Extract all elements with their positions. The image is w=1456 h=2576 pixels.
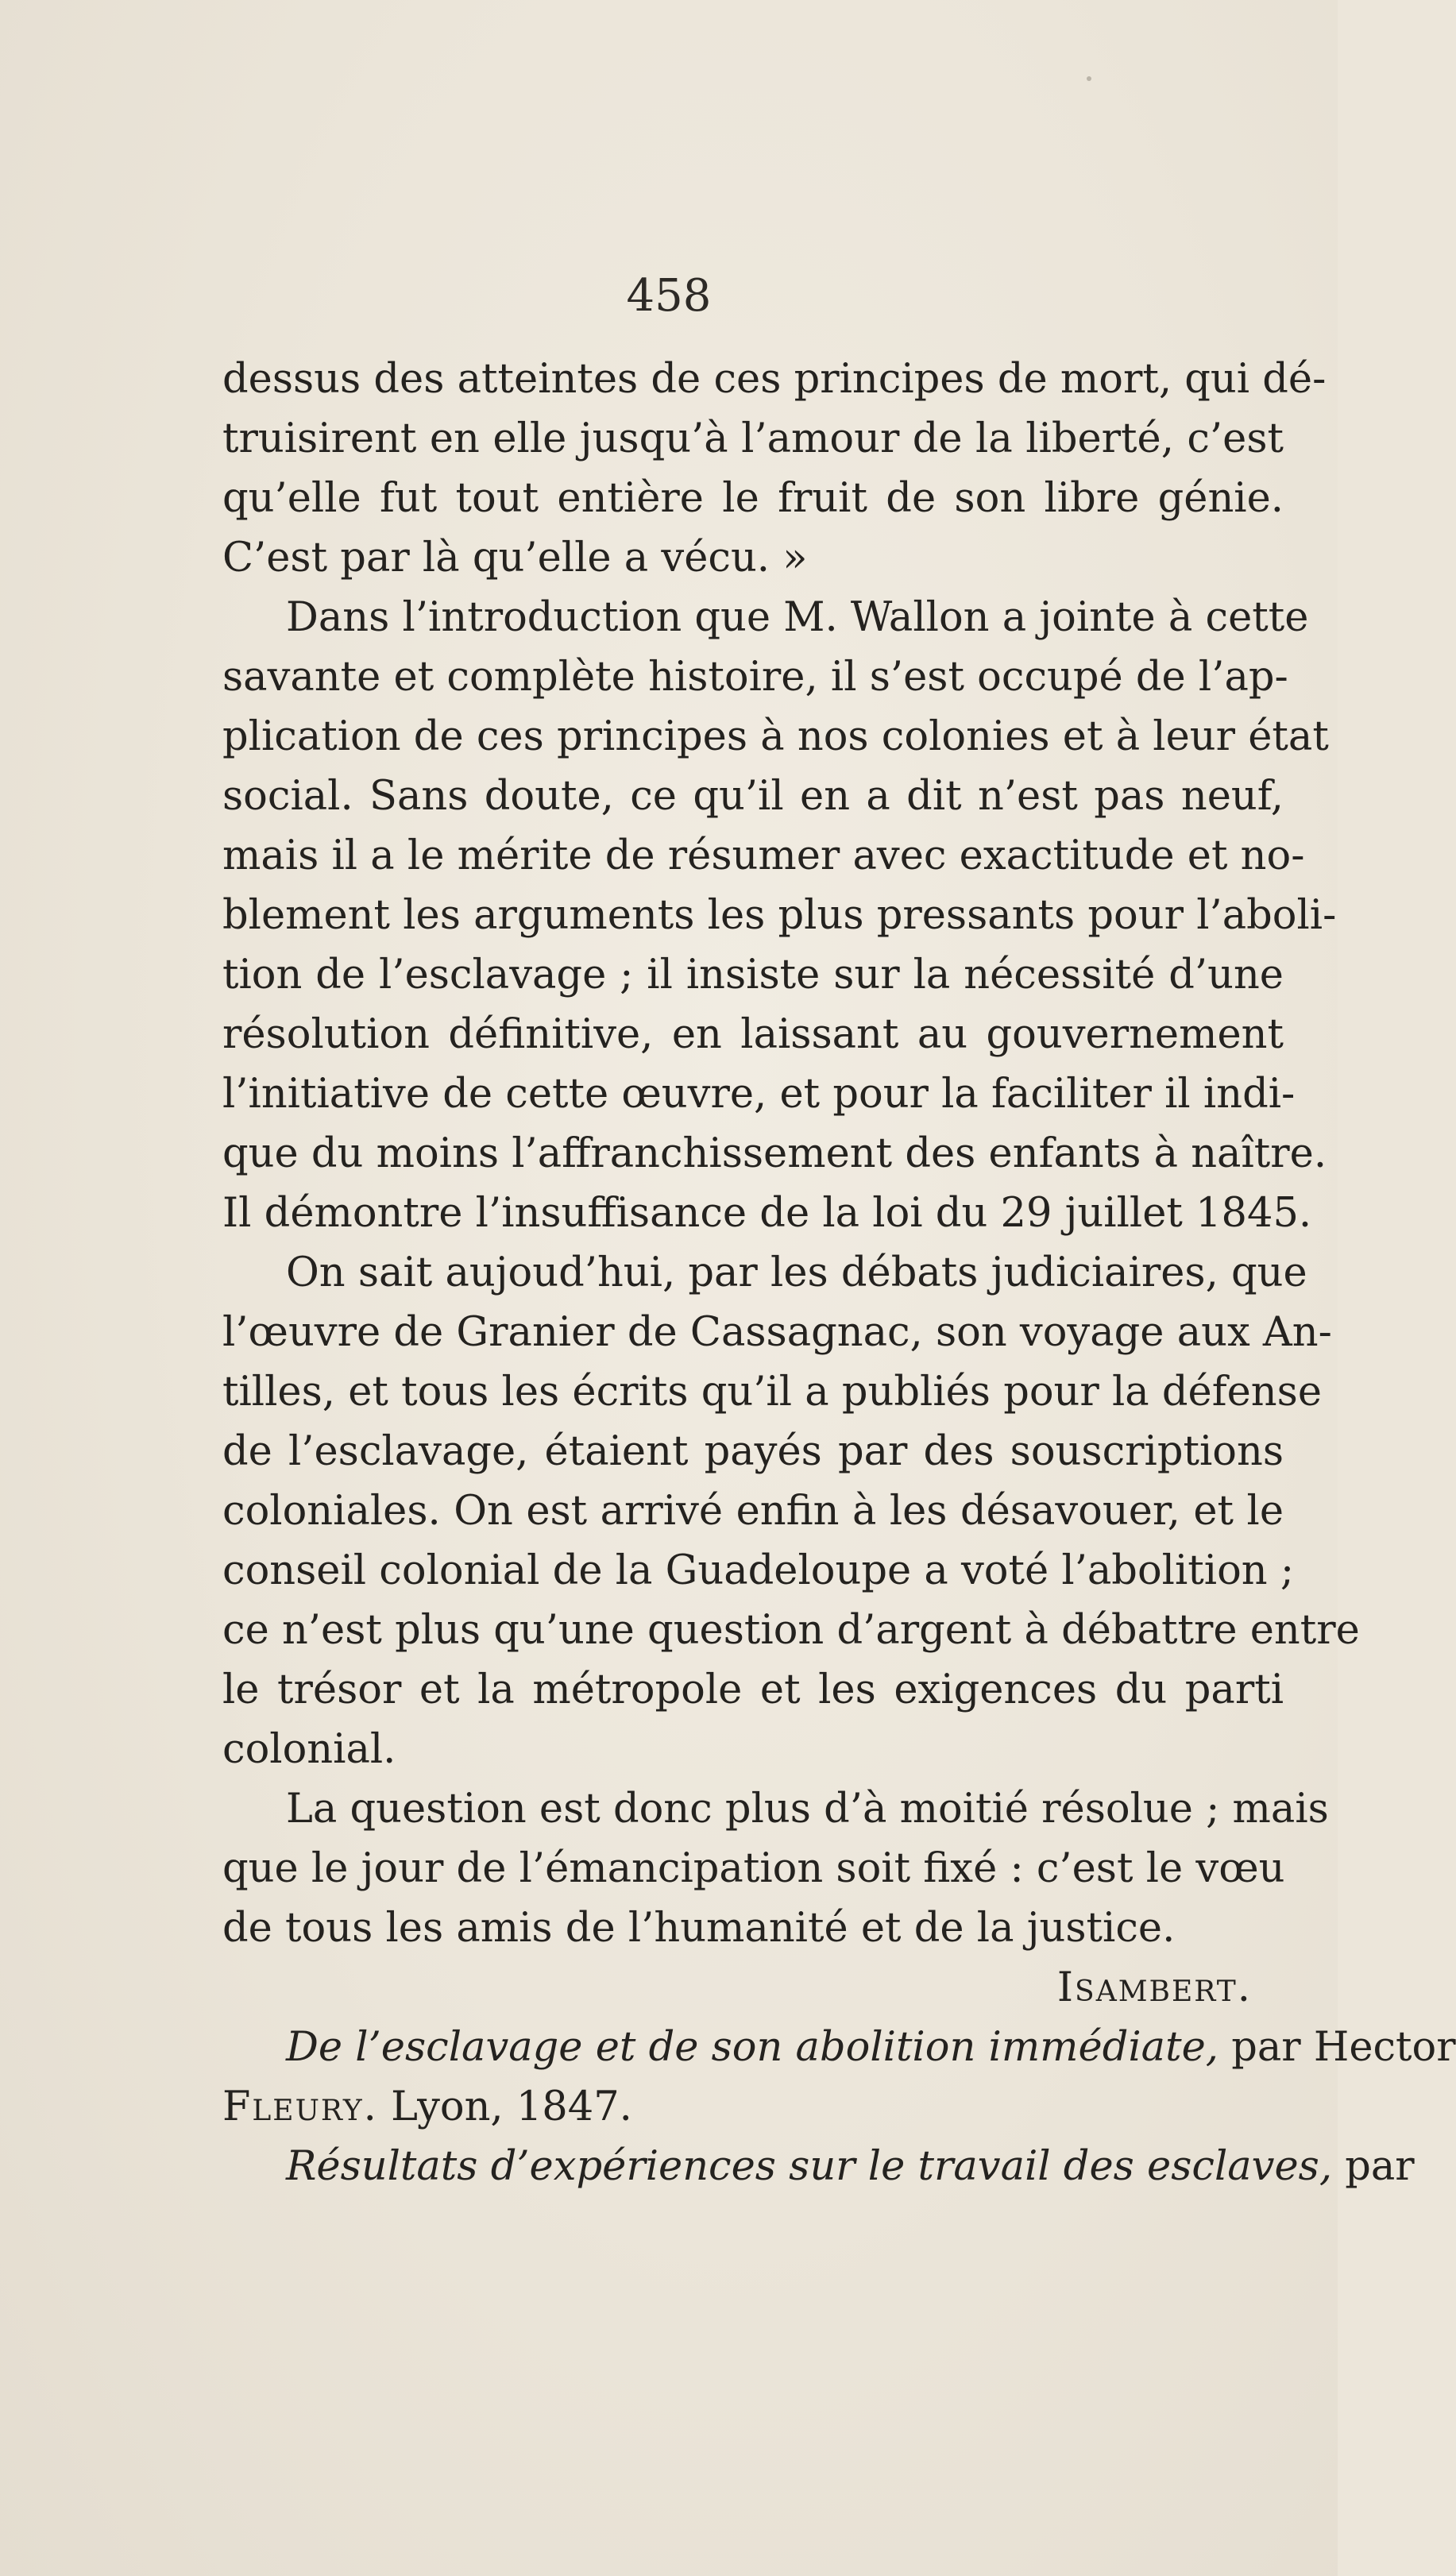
text-line: de l’esclavage, étaient payés par des souscriptions (222, 1428, 1284, 1475)
page-number: 458 (626, 270, 712, 322)
bibliography-entry (222, 2137, 1415, 2196)
bibliography-title: Résultats d’expériences sur le travail des esclaves, (286, 2143, 1333, 2190)
text-line: coloniales. On est arrivé enfin à les désavouer, et le (222, 1488, 1284, 1535)
text-line: l’œuvre de Granier de Cassagnac, son voyage aux An- (222, 1309, 1332, 1356)
bibliography-entry (222, 2077, 1284, 2137)
text-line: tilles, et tous les écrits qu’il a publiés pour la défense (222, 1369, 1322, 1415)
bibliography-entry (222, 2018, 1456, 2077)
text-line: qu’elle fut tout entière le fruit de son libre génie. (222, 475, 1284, 522)
bibliography-author: Fleury. (222, 2084, 378, 2130)
text-line: blement les arguments les plus pressants pour l’aboli- (222, 892, 1337, 939)
text-line: plication de ces principes à nos colonies et à leur état (222, 713, 1329, 760)
text-line: colonial. (222, 1726, 396, 1773)
text-line: dessus des atteintes de ces principes de mort, qui dé- (222, 356, 1327, 403)
text-line: La question est donc plus d’à moitié résolue ; mais (286, 1786, 1329, 1833)
bibliography-text: Lyon, 1847. (377, 2084, 632, 2130)
signature: Isambert. (1056, 1964, 1252, 2011)
text-line: mais il a le mérite de résumer avec exactitude et no- (222, 832, 1305, 879)
text-line: Dans l’introduction que M. Wallon a jointe à cette (286, 594, 1309, 641)
text-line: de tous les amis de l’humanité et de la justice. (222, 1905, 1176, 1952)
text-line: Il démontre l’insuffisance de la loi du 29 juillet 1845. (222, 1190, 1312, 1237)
text-line: que le jour de l’émancipation soit fixé : c’est le vœu (222, 1845, 1285, 1892)
text-line: conseil colonial de la Guadeloupe a voté l’abolition ; (222, 1547, 1295, 1594)
text-line: résolution définitive, en laissant au gouvernement (222, 1011, 1284, 1058)
text-line: tion de l’esclavage ; il insiste sur la nécessité d’une (222, 952, 1284, 998)
paper-speck (1087, 76, 1091, 81)
bibliography-text: par Hector (1218, 2024, 1456, 2071)
text-line: savante et complète histoire, il s’est occupé de l’ap- (222, 654, 1288, 701)
bibliography-text: par (1332, 2143, 1415, 2190)
text-line: truisirent en elle jusqu’à l’amour de la liberté, c’est (222, 415, 1284, 462)
bibliography-title: De l’esclavage et de son abolition immédiate, (286, 2024, 1218, 2071)
body-text (222, 350, 1456, 2196)
text-line: social. Sans doute, ce qu’il en a dit n’est pas neuf, (222, 773, 1284, 820)
text-line: On sait aujoud’hui, par les débats judiciaires, que (286, 1249, 1307, 1296)
text-line: que du moins l’affranchissement des enfants à naître. (222, 1130, 1327, 1177)
text-line: le trésor et la métropole et les exigences du parti (222, 1666, 1284, 1713)
text-line: C’est par là qu’elle a vécu. » (222, 535, 808, 581)
text-line: ce n’est plus qu’une question d’argent à débattre entre (222, 1607, 1360, 1654)
text-line: l’initiative de cette œuvre, et pour la faciliter il indi- (222, 1071, 1296, 1118)
